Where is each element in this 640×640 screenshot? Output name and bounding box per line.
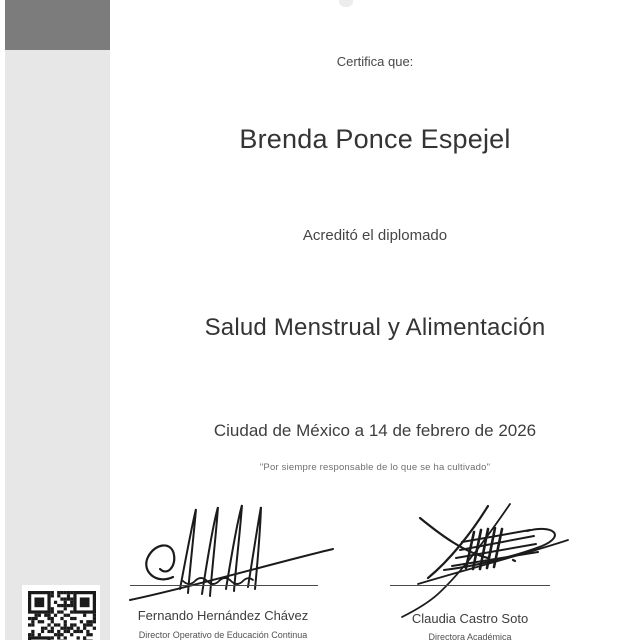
- diploma-title: Salud Menstrual y Alimentación: [204, 314, 546, 341]
- side-accent-block: [5, 0, 110, 50]
- date-line: Ciudad de México a 14 de febrero de 2026: [213, 421, 537, 440]
- signature-left: [128, 497, 338, 607]
- certifies-label: Certifica que:: [336, 54, 414, 69]
- motto-quote: "Por siempre responsable de lo que se ha cultivado": [259, 462, 491, 473]
- partial-logo-mark: [339, 0, 353, 7]
- signature-right: [392, 498, 582, 618]
- signatory-name-right: Claudia Castro Soto: [411, 611, 529, 626]
- recipient-name: Brenda Ponce Espejel: [239, 124, 511, 154]
- signatory-title-left: Director Operativo de Educación Continua: [138, 630, 308, 640]
- qr-code: [22, 585, 100, 640]
- signatory-name-left: Fernando Hernández Chávez: [137, 608, 309, 623]
- accredited-label: Acreditó el diplomado: [302, 227, 448, 244]
- signature-line-left: [130, 585, 318, 586]
- signatory-title-right: Directora Académica: [428, 632, 512, 640]
- side-band: [5, 0, 110, 640]
- signature-line-right: [390, 585, 550, 586]
